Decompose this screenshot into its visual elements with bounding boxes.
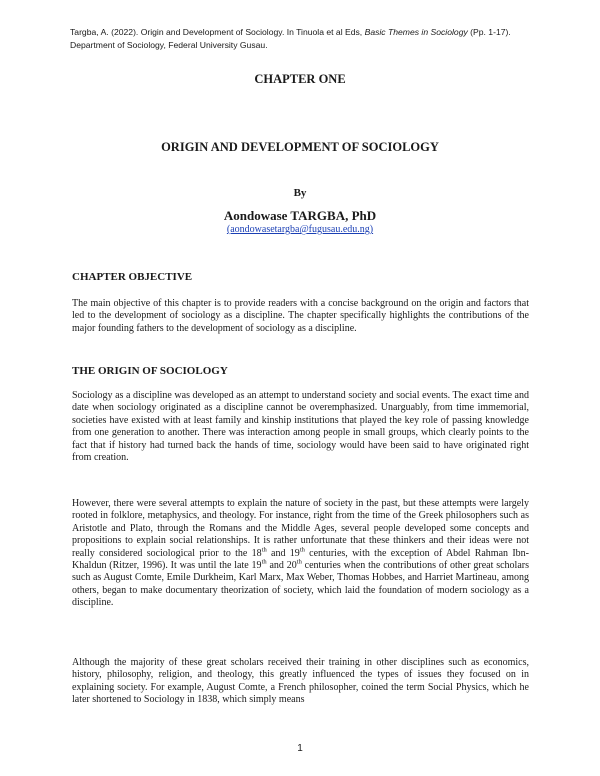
department-line: Department of Sociology, Federal University Gusau.	[70, 40, 268, 50]
chapter-number: CHAPTER ONE	[254, 72, 346, 86]
email-link[interactable]: (aondowasetargba@fugusau.edu.ng)	[226, 224, 374, 235]
citation-header	[70, 26, 540, 52]
objective-heading: CHAPTER OBJECTIVE	[72, 271, 193, 283]
author-email	[0, 224, 600, 235]
page-number: 1	[297, 743, 303, 754]
author-name: Aondowase TARGBA, PhD	[223, 208, 377, 223]
citation-line: Targba, A. (2022). Origin and Development of Sociology. In Tinuola et al Eds, Basic Themes in Sociology (Pp. 1-17).	[70, 27, 511, 37]
origin-paragraph-2: However, there were several attempts to explain the nature of society in the past, but these attempts were largely rooted in folklore, metaphysics, and theology. For instance, right from the time of the Greek philosophers such as Aristotle and Plato, through the Romans and the Middle Ages, several people developed some concepts and propositions to explain social relationships. It is rather unfortunate that these thinkers and their ideas were not really considered sociological prior to the 18th and 19th centuries, with the exception of Abdel Rahman Ibn-Khaldun (Ritzer, 1996). It was until the late 19th and 20th centuries when the contributions of other great scholars such as August Comte, Emile Durkheim, Karl Marx, Max Weber, Thomas Hobbes, and Harriet Martineau, among others, began to make documentary theorization of society, which laid the foundation of modern sociology as a discipline.	[72, 498, 529, 609]
objective-paragraph: The main objective of this chapter is to provide readers with a concise background on the origin and factors that led to the development of sociology as a discipline. The chapter specifically highlights the contributions of the major founding fathers to the development of sociology as a discipline.	[72, 298, 529, 334]
origin-paragraph-1: Sociology as a discipline was developed as an attempt to understand society and social events. The exact time and date when sociology originated as a discipline cannot be overemphasized. Unarguably, from time immemorial, societies have existed with at least family and kinship institutions that played the key role of passing knowledge from one generation to another. There was interaction among people in small groups, which clearly points to the fact that if history had turned back the hands of time, sociology would have been said to have originated right from creation.	[72, 390, 529, 464]
chapter-title: ORIGIN AND DEVELOPMENT OF SOCIOLOGY	[161, 140, 439, 154]
origin-paragraph-3: Although the majority of these great scholars received their training in other disciplines such as economics, history, philosophy, religion, and theology, this greatly influenced the types of issues they focused on in explaining society. For example, August Comte, a French philosopher, coined the term Social Physics, which he later shortened to Sociology in 1838, which simply means	[72, 657, 529, 706]
book-title: Basic Themes in Sociology	[364, 27, 468, 37]
by-label: By	[293, 187, 307, 199]
origin-heading: THE ORIGIN OF SOCIOLOGY	[72, 365, 228, 377]
